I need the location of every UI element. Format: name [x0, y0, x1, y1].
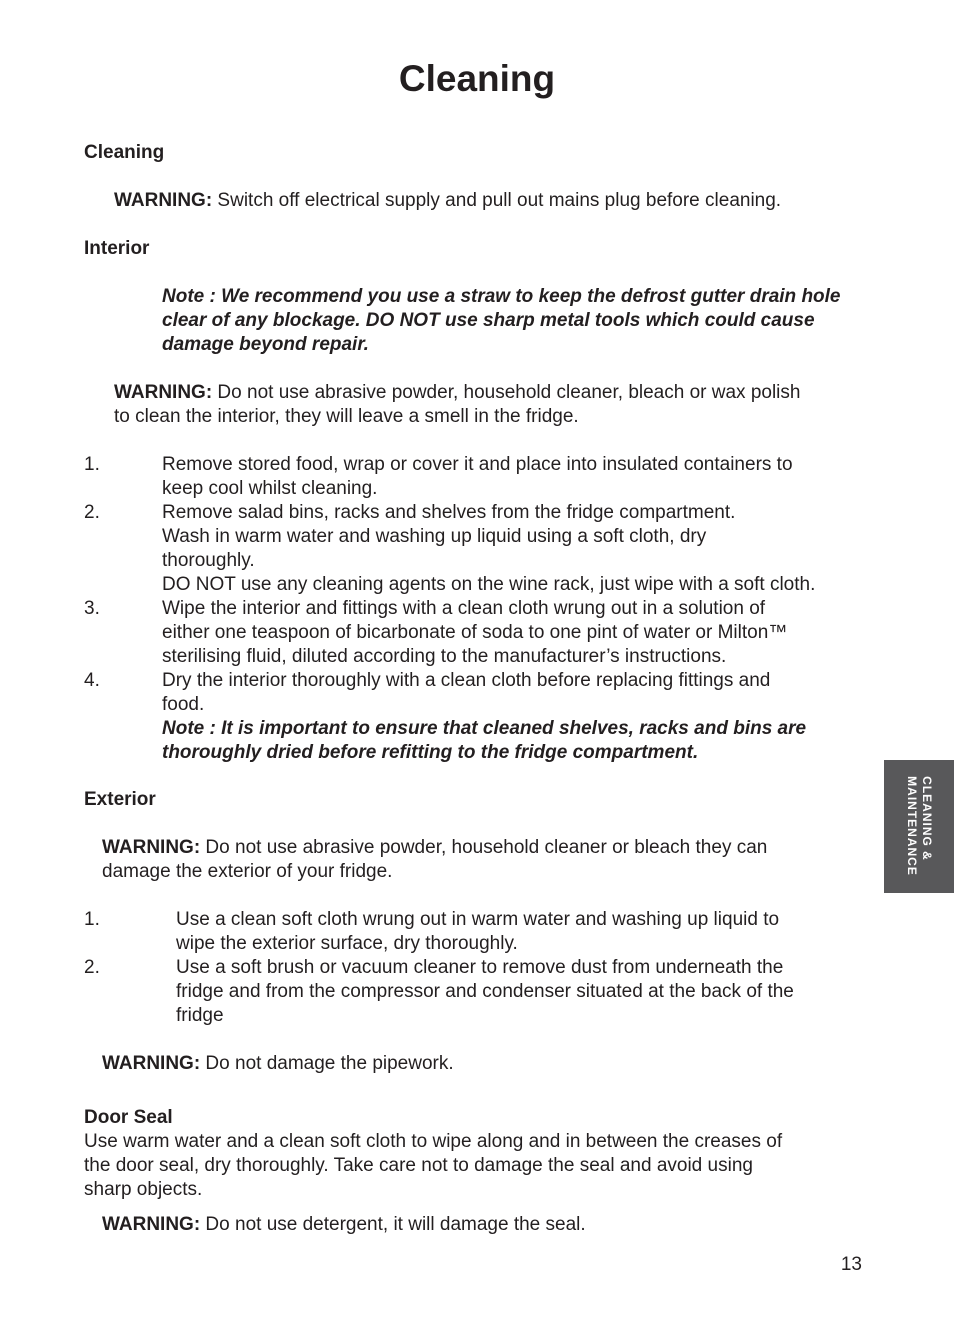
section-heading-exterior: Exterior — [84, 789, 156, 810]
step-line: fridge — [176, 1005, 224, 1026]
exterior-warning-pipework — [102, 1052, 862, 1076]
step-line: wipe the exterior surface, dry thoroughly. — [176, 933, 518, 954]
step-number: 1. — [84, 454, 100, 475]
step-line: Use a soft brush or vacuum cleaner to remove dust from underneath the — [176, 957, 784, 978]
step-text — [162, 669, 867, 765]
cleaning-warning — [114, 189, 874, 213]
step-line: either one teaspoon of bicarbonate of soda to one pint of water or Milton™ — [162, 622, 788, 643]
warning-text: Do not use detergent, it will damage the seal. — [200, 1214, 586, 1235]
door-seal-warning — [102, 1213, 862, 1237]
body-line: sharp objects. — [84, 1179, 203, 1200]
page-title: Cleaning — [398, 58, 556, 99]
interior-warning — [114, 381, 874, 429]
step-line: DO NOT use any cleaning agents on the wine rack, just wipe with a soft cloth. — [162, 574, 816, 595]
warning-label: WARNING: — [102, 1214, 201, 1235]
warning-text: Switch off electrical supply and pull out mains plug before cleaning. — [212, 190, 782, 211]
note-line: clear of any blockage. DO NOT use sharp metal tools which could cause — [162, 310, 815, 331]
side-tab-label — [904, 776, 934, 876]
step-text — [176, 908, 866, 956]
step-line: keep cool whilst cleaning. — [162, 478, 378, 499]
step-text — [176, 956, 866, 1028]
warning-text: Do not use abrasive powder, household cleaner or bleach they can — [200, 837, 768, 858]
section-side-tab — [884, 760, 954, 893]
step-line: Use a clean soft cloth wrung out in warm water and washing up liquid to — [176, 909, 780, 930]
door-seal-text — [84, 1130, 874, 1202]
warning-line: to clean the interior, they will leave a smell in the fridge. — [114, 406, 579, 427]
section-heading-interior: Interior — [84, 238, 150, 259]
warning-line — [114, 381, 874, 405]
warning-label: WARNING: — [114, 382, 213, 403]
step-number: 1. — [84, 909, 100, 930]
section-heading-cleaning: Cleaning — [84, 142, 165, 163]
interior-note — [162, 285, 882, 357]
side-tab-line: CLEANING & — [920, 776, 934, 861]
step-number: 4. — [84, 670, 100, 691]
warning-label: WARNING: — [102, 1053, 201, 1074]
section-heading-door-seal: Door Seal — [84, 1107, 173, 1128]
note-line: Note : We recommend you use a straw to keep the defrost gutter drain hole — [162, 286, 841, 307]
step-line: thoroughly. — [162, 550, 255, 571]
warning-line — [102, 836, 862, 860]
step-number: 3. — [84, 598, 100, 619]
warning-text: Do not use abrasive powder, household cleaner, bleach or wax polish — [212, 382, 801, 403]
step-line: food. — [162, 694, 205, 715]
body-line: the door seal, dry thoroughly. Take care not to damage the seal and avoid using — [84, 1155, 753, 1176]
step-text — [162, 597, 867, 669]
exterior-warning — [102, 836, 862, 884]
step-line: Wipe the interior and fittings with a clean cloth wrung out in a solution of — [162, 598, 766, 619]
step-note-line: Note : It is important to ensure that cleaned shelves, racks and bins are — [162, 718, 807, 739]
side-tab-line: MAINTENANCE — [905, 776, 919, 876]
step-line: Remove salad bins, racks and shelves from the fridge compartment. — [162, 502, 736, 523]
step-line: sterilising fluid, diluted according to the manufacturer’s instructions. — [162, 646, 727, 667]
step-text — [162, 453, 867, 501]
warning-line: damage the exterior of your fridge. — [102, 861, 393, 882]
step-line: Wash in warm water and washing up liquid using a soft cloth, dry — [162, 526, 707, 547]
warning-label: WARNING: — [102, 837, 201, 858]
step-note-line: thoroughly dried before refitting to the fridge compartment. — [162, 742, 699, 763]
note-line: damage beyond repair. — [162, 334, 369, 355]
step-number: 2. — [84, 502, 100, 523]
step-line: Dry the interior thoroughly with a clean cloth before replacing fittings and — [162, 670, 771, 691]
step-text — [162, 501, 867, 597]
page-number: 13 — [840, 1254, 862, 1275]
step-number: 2. — [84, 957, 100, 978]
step-line: fridge and from the compressor and condenser situated at the back of the — [176, 981, 794, 1002]
warning-label: WARNING: — [114, 190, 213, 211]
body-line: Use warm water and a clean soft cloth to wipe along and in between the creases of — [84, 1131, 783, 1152]
warning-text: Do not damage the pipework. — [200, 1053, 454, 1074]
step-line: Remove stored food, wrap or cover it and place into insulated containers to — [162, 454, 793, 475]
